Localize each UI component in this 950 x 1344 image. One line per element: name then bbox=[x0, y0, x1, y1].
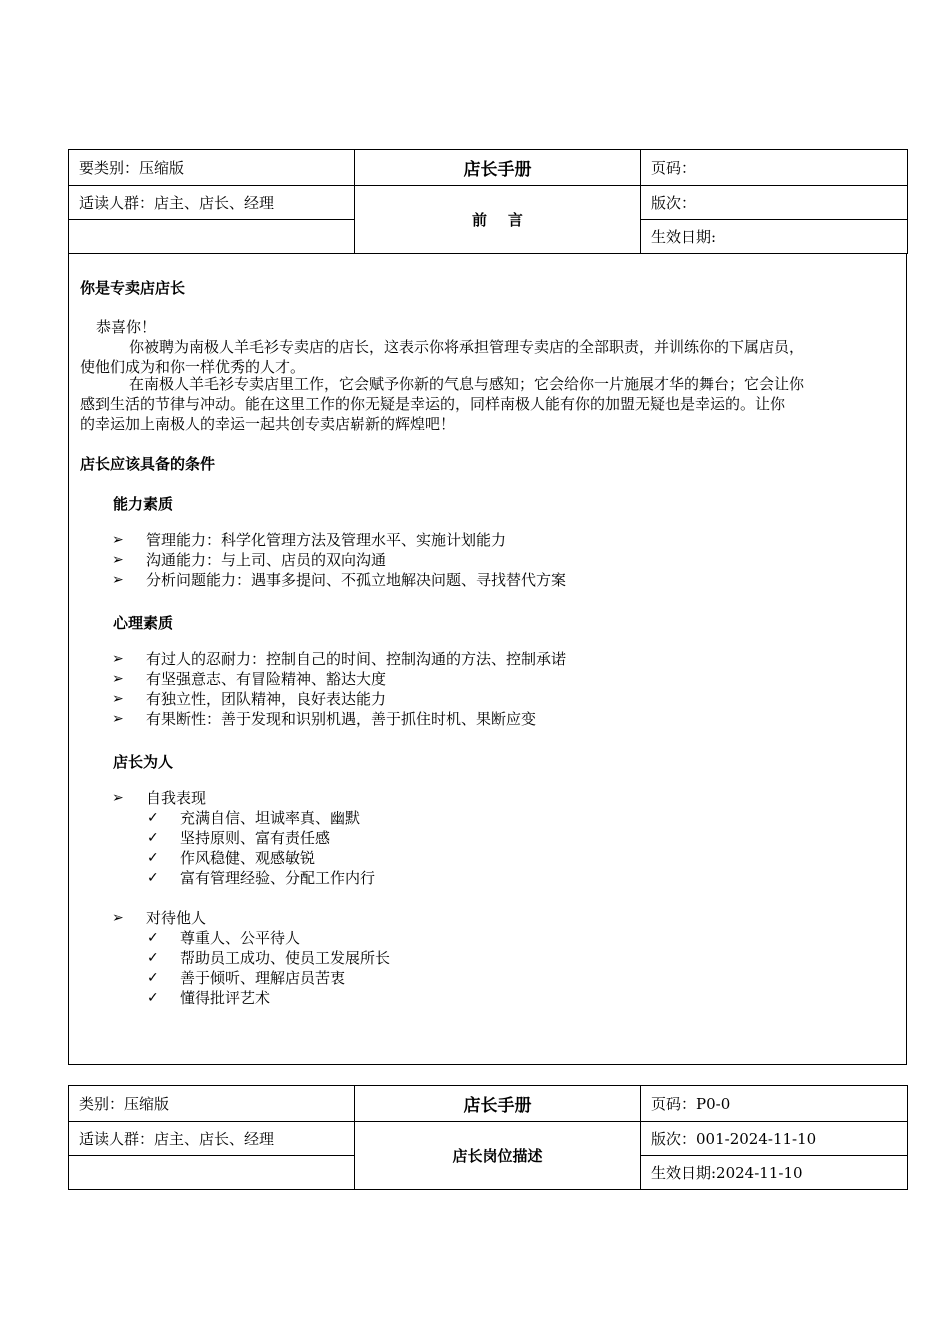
header-table-top bbox=[68, 149, 908, 254]
subheading-conduct: 店长为人 bbox=[113, 753, 174, 771]
arrow-bullet-icon: ➢ bbox=[112, 711, 124, 727]
version-cell: 版次：001-2024-11-10 bbox=[641, 1122, 908, 1156]
arrow-bullet-icon: ➢ bbox=[112, 910, 124, 926]
section-subtitle: 前 言 bbox=[355, 186, 641, 254]
section-heading-store-manager: 你是专卖店店长 bbox=[80, 279, 186, 297]
header-table-bottom bbox=[68, 1085, 908, 1190]
checkmark-icon: ✓ bbox=[147, 810, 159, 826]
page-number-cell: 页码： bbox=[641, 150, 908, 186]
readers-cell: 适读人群：店主、店长、经理 bbox=[69, 1122, 355, 1156]
checkmark-icon: ✓ bbox=[147, 870, 159, 886]
category-cell: 要类别：压缩版 bbox=[69, 150, 355, 186]
checkmark-icon: ✓ bbox=[147, 950, 159, 966]
subheading-ability: 能力素质 bbox=[113, 495, 174, 513]
arrow-bullet-icon: ➢ bbox=[112, 651, 124, 667]
paragraph-2-line-3: 的幸运加上南极人的幸运一起共创专卖店崭新的辉煌吧！ bbox=[80, 415, 456, 433]
arrow-bullet-icon: ➢ bbox=[112, 691, 124, 707]
checkmark-icon: ✓ bbox=[147, 970, 159, 986]
paragraph-1-line-2: 使他们成为和你一样优秀的人才。 bbox=[80, 358, 306, 376]
page-number-cell: 页码：P0-0 bbox=[641, 1086, 908, 1122]
section-subtitle: 店长岗位描述 bbox=[355, 1122, 641, 1190]
arrow-bullet-icon: ➢ bbox=[112, 790, 124, 806]
category-cell: 类别：压缩版 bbox=[69, 1086, 355, 1122]
manual-title: 店长手册 bbox=[355, 150, 641, 186]
effective-date-cell: 生效日期: bbox=[641, 220, 908, 254]
arrow-bullet-icon: ➢ bbox=[112, 572, 124, 588]
arrow-bullet-icon: ➢ bbox=[112, 671, 124, 687]
checkmark-icon: ✓ bbox=[147, 930, 159, 946]
checkmark-icon: ✓ bbox=[147, 830, 159, 846]
paragraph-1-line-1: 你被聘为南极人羊毛衫专卖店的店长，这表示你将承担管理专卖店的全部职责，并训练你的下属店员， bbox=[129, 338, 805, 356]
paragraph-2-line-1: 在南极人羊毛衫专卖店里工作，它会赋予你新的气息与感知；它会给你一片施展才华的舞台；它会让你 bbox=[129, 375, 805, 393]
manual-title: 店长手册 bbox=[355, 1086, 641, 1122]
subheading-psychology: 心理素质 bbox=[113, 614, 174, 632]
paragraph-2-line-2: 感到生活的节律与冲动。能在这里工作的你无疑是幸运的，同样南极人能有你的加盟无疑也是幸运的。让你 bbox=[80, 395, 786, 413]
effective-date-cell: 生效日期:2024-11-10 bbox=[641, 1156, 908, 1190]
checkmark-icon: ✓ bbox=[147, 850, 159, 866]
section-heading-requirements: 店长应该具备的条件 bbox=[80, 455, 216, 473]
greeting-text: 恭喜你！ bbox=[96, 318, 157, 336]
checkmark-icon: ✓ bbox=[147, 990, 159, 1006]
arrow-bullet-icon: ➢ bbox=[112, 552, 124, 568]
arrow-bullet-icon: ➢ bbox=[112, 532, 124, 548]
content-box: 你是专卖店店长 恭喜你！ 你被聘为南极人羊毛衫专卖店的店长，这表示你将承担管理专卖店的全部职责，并训练你的下属店员， 使他们成为和你一样优秀的人才。 在南极人羊毛衫专卖店里工作，它会赋予你新的气息与感知；它会给你一片施展才华的舞台；它会让你 感到生活的节律与冲动。能在这里工作的你无疑是幸运的，同样南极人能有你的加盟无疑也是幸运的。让你 的幸运加上南极人的幸运一起共创专卖店崭新的辉煌吧！ 店长应该具备的条件 能力素质 ➢ 管理能力：科学化管理方法及管理水平、实施计划能力 ➢ 沟通能力：与上司、店员的双向沟通 ➢ 分析问题能力：遇事多提问、不孤立地解决问题、寻找替代方案 心理素质 ➢ 有过人的忍耐力：控制自己的时间、控制沟通的方法、控制承诺 ➢ 有坚强意志、有冒险精神、豁达大度 ➢ 有独立性，团队精神，良好表达能力 ➢ 有果断性：善于发现和识别机遇，善于抓住时机、果断应变 店长为人 ➢ 自我表现 ✓ 充满自信、坦诚率真、幽默 ✓ 坚持原则、富有责任感 ✓ 作风稳健、观感敏锐 ✓ 富有管理经验、分配工作内行 ➢ 对待他人 ✓ 尊重人、公平待人 ✓ 帮助员工成功、使员工发展所长 ✓ 善于倾听、理解店员苦衷 ✓ 懂得批评艺术 bbox=[68, 254, 907, 1065]
empty-cell bbox=[69, 1156, 355, 1190]
empty-cell bbox=[69, 220, 355, 254]
version-cell: 版次： bbox=[641, 186, 908, 220]
readers-cell: 适读人群：店主、店长、经理 bbox=[69, 186, 355, 220]
